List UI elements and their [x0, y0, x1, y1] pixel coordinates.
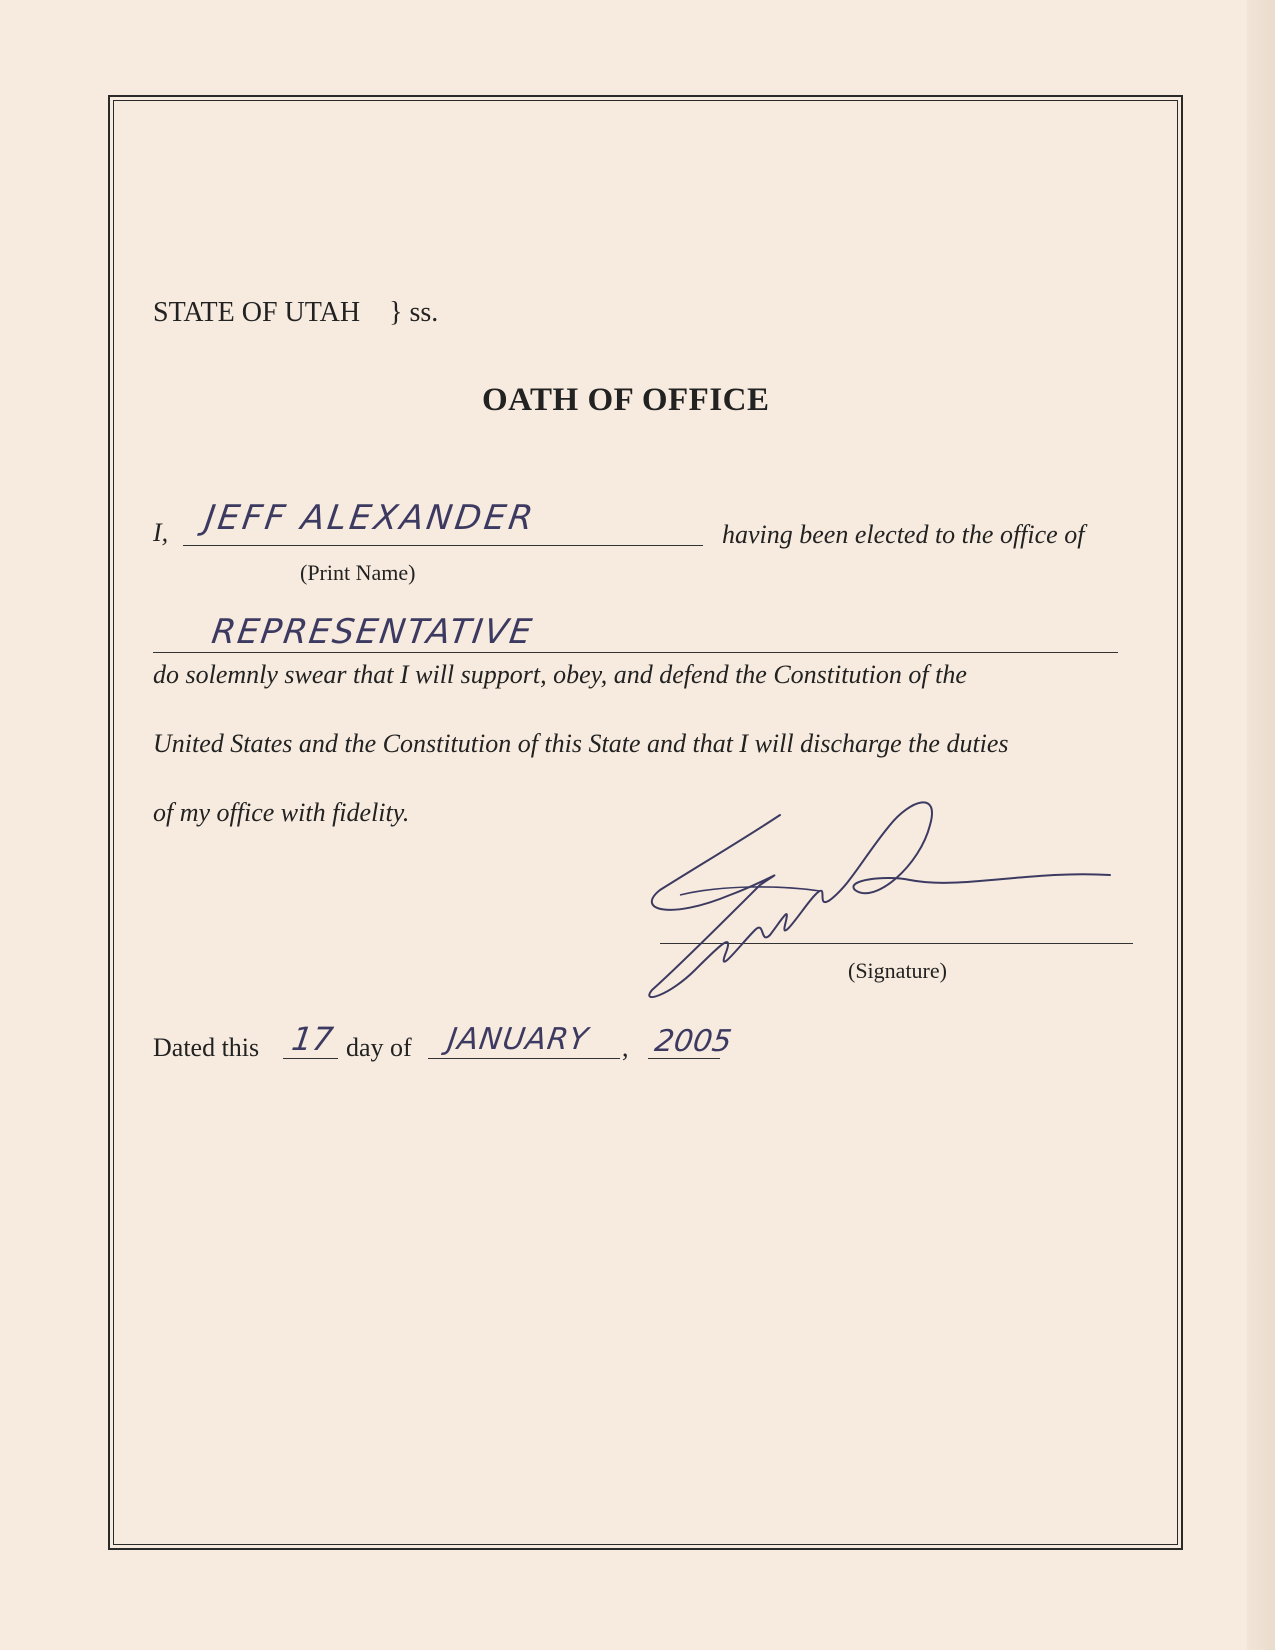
dated-prefix: Dated this — [153, 1033, 260, 1062]
page-edge — [1247, 0, 1275, 1650]
oath-line-1: do solemnly swear that I will support, obey, and defend the Constitution of the — [153, 660, 967, 689]
office-field[interactable]: REPRESENTATIVE — [209, 612, 536, 652]
i-prefix: I, — [153, 518, 169, 547]
venue-label: STATE OF UTAH — [153, 297, 361, 328]
elected-text: having been elected to the office of — [722, 520, 1085, 549]
month-underline — [428, 1058, 620, 1059]
signature-label: (Signature) — [848, 958, 947, 983]
name-field[interactable]: JEFF ALEXANDER — [202, 498, 539, 538]
oath-line-2: United States and the Constitution of this State and that I will discharge the duties — [153, 729, 1009, 758]
state-heading — [153, 297, 438, 329]
document-title: OATH OF OFFICE — [482, 382, 770, 418]
ss-label: } ss. — [389, 297, 439, 328]
date-comma: , — [622, 1033, 629, 1062]
day-field[interactable]: 17 — [289, 1020, 336, 1058]
office-underline — [153, 652, 1118, 653]
day-underline — [283, 1058, 338, 1059]
year-field[interactable]: 2005 — [652, 1024, 734, 1059]
oath-line-3: of my office with fidelity. — [153, 798, 410, 827]
print-name-label: (Print Name) — [300, 560, 416, 585]
day-of-label: day of — [346, 1033, 412, 1062]
name-underline — [183, 545, 703, 546]
month-field[interactable]: JANUARY — [445, 1022, 591, 1057]
